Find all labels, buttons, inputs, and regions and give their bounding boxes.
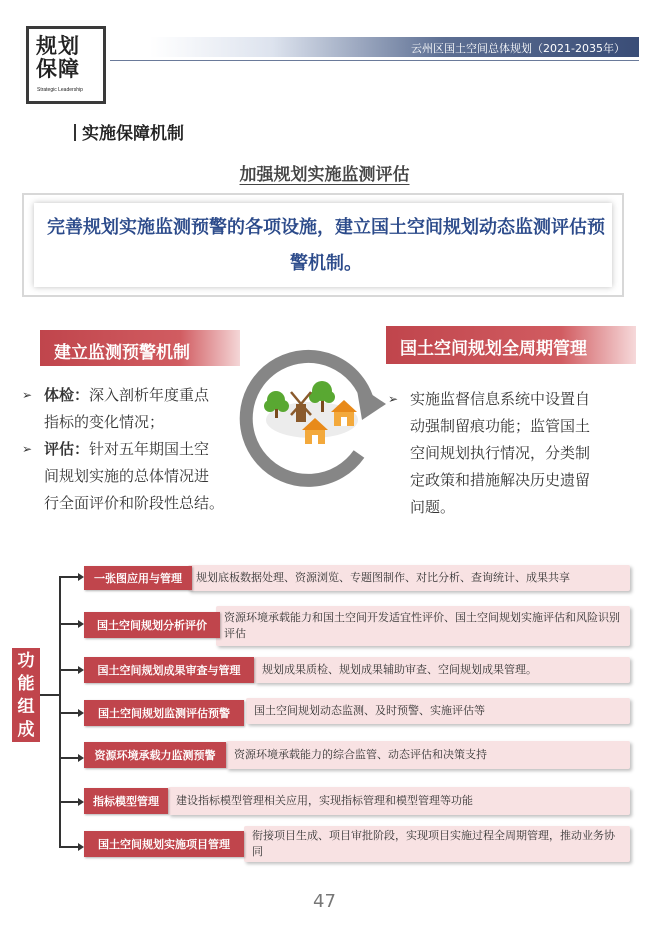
- function-desc: 国土空间规划动态监测、及时预警、实施评估等: [246, 698, 630, 724]
- function-name: 国土空间规划监测评估预警: [84, 700, 244, 726]
- function-name: 国土空间规划分析评价: [84, 612, 220, 638]
- list-item: [22, 382, 242, 436]
- function-name: 一张图应用与管理: [84, 566, 192, 590]
- item-line: 行全面评价和阶段性总结。: [44, 494, 225, 512]
- left-panel-label-text: 建立监测预警机制: [54, 343, 190, 363]
- function-desc: 资源环境承载能力的综合监管、动态评估和决策支持: [226, 741, 630, 769]
- badge-title: [36, 35, 80, 81]
- function-name: 国土空间规划实施项目管理: [84, 831, 244, 857]
- row-connector: [60, 712, 80, 714]
- item-line: 指标的变化情况；: [44, 413, 165, 431]
- left-panel-label: [40, 330, 240, 366]
- arrow-bullet-icon: ➢: [388, 392, 399, 406]
- left-bullet-list: [22, 382, 242, 517]
- row-connector: [60, 846, 80, 848]
- arrow-bullet-icon: ➢: [22, 388, 33, 402]
- function-label: 功能组成: [12, 648, 40, 742]
- cycle-arrow-head-icon: [356, 384, 386, 420]
- item-line: 间规划实施的总体情况进: [44, 467, 210, 485]
- function-name: 指标模型管理: [84, 788, 168, 814]
- right-text-line: 问题。: [410, 498, 456, 516]
- right-bullet-list: [388, 386, 636, 521]
- header-divider: [110, 60, 639, 61]
- function-desc: 建设指标模型管理相关应用，实现指标管理和模型管理等功能: [168, 787, 630, 815]
- function-desc: 规划底板数据处理、资源浏览、专题图制作、对比分析、查询统计、成果共享: [188, 565, 630, 591]
- right-text-line: 动强制留痕功能；监管国土: [410, 417, 591, 435]
- section-title-text: 实施保障机制: [82, 124, 184, 144]
- function-connector: [40, 694, 60, 696]
- header-bar: [150, 37, 639, 57]
- section-title-bar: [74, 124, 76, 141]
- badge-subtitle: Strategic Leadership: [37, 87, 83, 93]
- page-number: 47: [313, 891, 336, 912]
- row-connector: [60, 801, 80, 803]
- function-desc: 资源环境承载能力和国土空间开发适宜性评价、国土空间规划实施评估和风险识别评估: [216, 606, 630, 646]
- section-title: [74, 119, 184, 144]
- list-item: [388, 386, 636, 521]
- list-item: [22, 436, 242, 517]
- function-name: 资源环境承载力监测预警: [84, 742, 226, 768]
- house-icon: [331, 400, 357, 426]
- right-panel-label-text: 国土空间规划全周期管理: [400, 339, 587, 359]
- row-connector: [60, 757, 80, 759]
- badge-title-line2: 保障: [36, 57, 80, 81]
- function-name: 国土空间规划成果审查与管理: [84, 657, 254, 683]
- function-desc: 衔接项目生成、项目审批阶段，实现项目实施过程全周期管理，推动业务协同: [244, 826, 630, 862]
- row-connector: [60, 669, 80, 671]
- section-badge: [26, 26, 106, 104]
- document-title: 云州区国土空间总体规划（2021-2035年）: [411, 42, 625, 55]
- row-connector: [60, 623, 80, 625]
- item-line: 针对五年期国土空: [89, 440, 210, 458]
- row-connector: [60, 576, 80, 578]
- cycle-illustration: [238, 336, 386, 500]
- badge-title-line1: 规划: [36, 34, 80, 58]
- right-panel-label: [386, 326, 636, 364]
- arrow-bullet-icon: ➢: [22, 442, 33, 456]
- right-text-line: 实施监督信息系统中设置自: [410, 390, 591, 408]
- right-text-line: 空间规划执行情况，分类制: [410, 444, 591, 462]
- right-text-line: 定政策和措施解决历史遗留: [410, 471, 591, 489]
- function-desc: 规划成果质检、规划成果辅助审查、空间规划成果管理。: [254, 657, 630, 683]
- item-term: 评估：: [44, 440, 90, 458]
- page-subtitle: 加强规划实施监测评估: [239, 165, 410, 185]
- item-line: 深入剖析年度重点: [89, 386, 210, 404]
- item-term: 体检：: [44, 386, 90, 404]
- statement-text: 完善规划实施监测预警的各项设施，建立国土空间规划动态监测评估预警机制。: [47, 217, 605, 274]
